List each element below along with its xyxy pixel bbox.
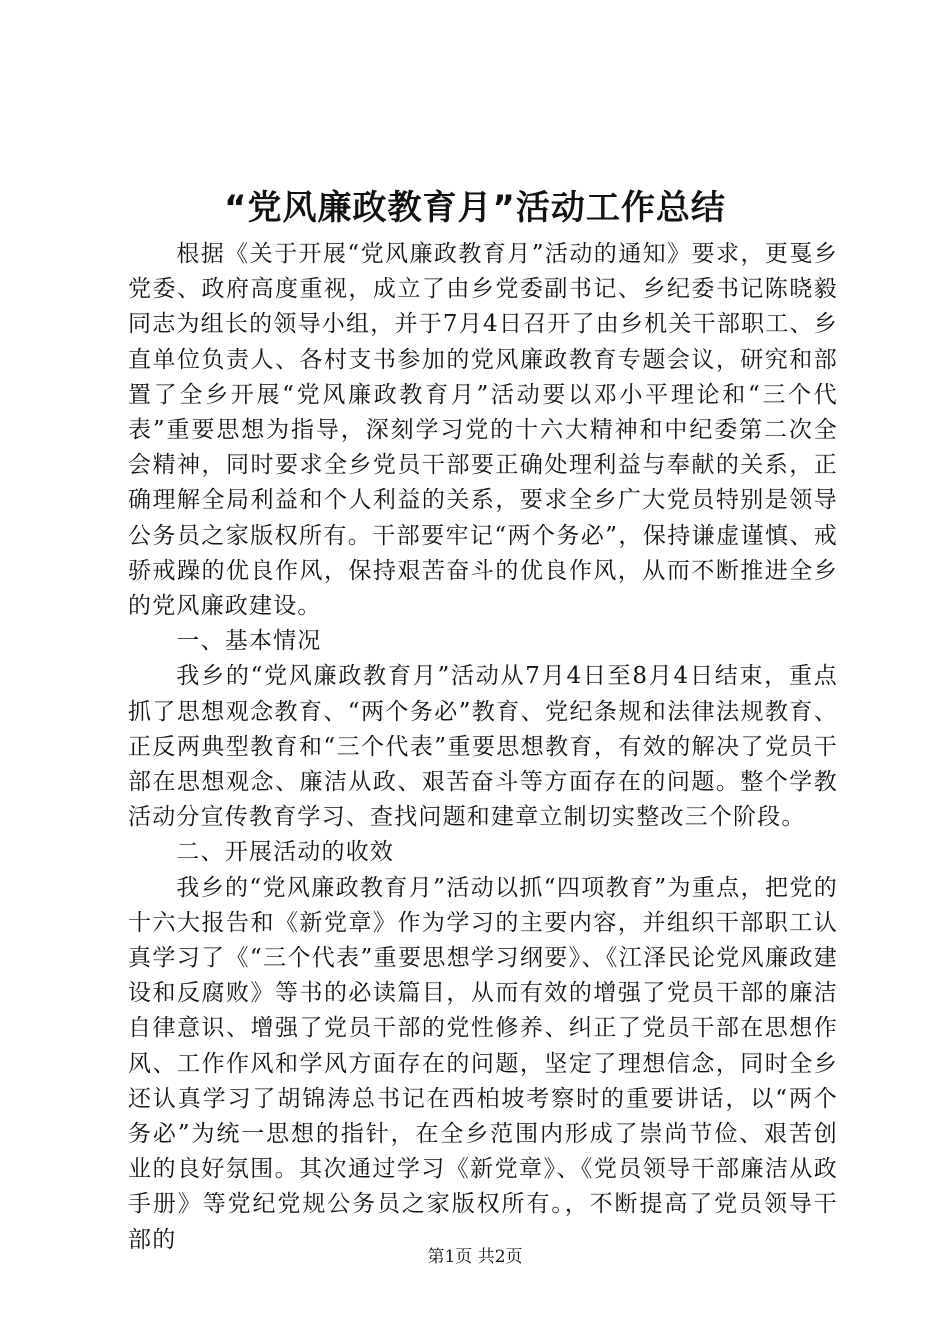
section-heading-basic-situation: 一、基本情况 (176, 628, 322, 655)
document-title: “党风廉政教育月”活动工作总结 (224, 188, 726, 228)
document-body (128, 237, 838, 1258)
section-heading-results: 二、开展活动的收效 (176, 839, 395, 866)
paragraph-basic-situation: 我乡的“党风廉政教育月”活动从7月4日至8月4日结束，重点抓了思想观念教育、“两个务必”教育、党纪条规和法律法规教育、正反两典型教育和“三个代表”重要思想教育，有效的解决了党员干部在思想观念、廉洁从政、艰苦奋斗等方面存在的问题。整个学教活动分宣传教育学习、查找问题和建章立制切实整改三个阶段。 (128, 663, 838, 831)
paragraph-intro: 根据《关于开展“党风廉政教育月”活动的通知》要求，更戛乡党委、政府高度重视，成立了由乡党委副书记、乡纪委书记陈晓毅同志为组长的领导小组，并于7月4日召开了由乡机关干部职工、乡直单位负责人、各村支书参加的党风廉政教育专题会议，研究和部置了全乡开展“党风廉政教育月”活动要以邓小平理论和“三个代表”重要思想为指导，深刻学习党的十六大精神和中纪委第二次全会精神，同时要求全乡党员干部要正确处理利益与奉献的关系，正确理解全局利益和个人利益的关系，要求全乡广大党员特别是领导公务员之家版权所有。干部要牢记“两个务必”，保持谦虚谨慎、戒骄戒躁的优良作风，保持艰苦奋斗的优良作风，从而不断推进全乡的党风廉政建设。 (128, 241, 838, 620)
paragraph-results: 我乡的“党风廉政教育月”活动以抓“四项教育”为重点，把党的十六大报告和《新党章》作为学习的主要内容，并组织干部职工认真学习了《“三个代表”重要思想学习纲要》、《江泽民论党风廉政建设和反腐败》等书的必读篇目，从而有效的增强了党员干部的廉洁自律意识、增强了党员干部的党性修养、纠正了党员干部在思想作风、工作作风和学风方面存在的问题，坚定了理想信念，同时全乡还认真学习了胡锦涛总书记在西柏坡考察时的重要讲话，以“两个务必”为统一思想的指针，在全乡范围内形成了崇尚节俭、艰苦创业的良好氛围。其次通过学习《新党章》、《党员领导干部廉洁从政手册》等党纪党规公务员之家版权所有。，不断提高了党员领导干部的 (128, 874, 838, 1253)
page-number-footer: 第1页 共2页 (427, 1247, 523, 1267)
